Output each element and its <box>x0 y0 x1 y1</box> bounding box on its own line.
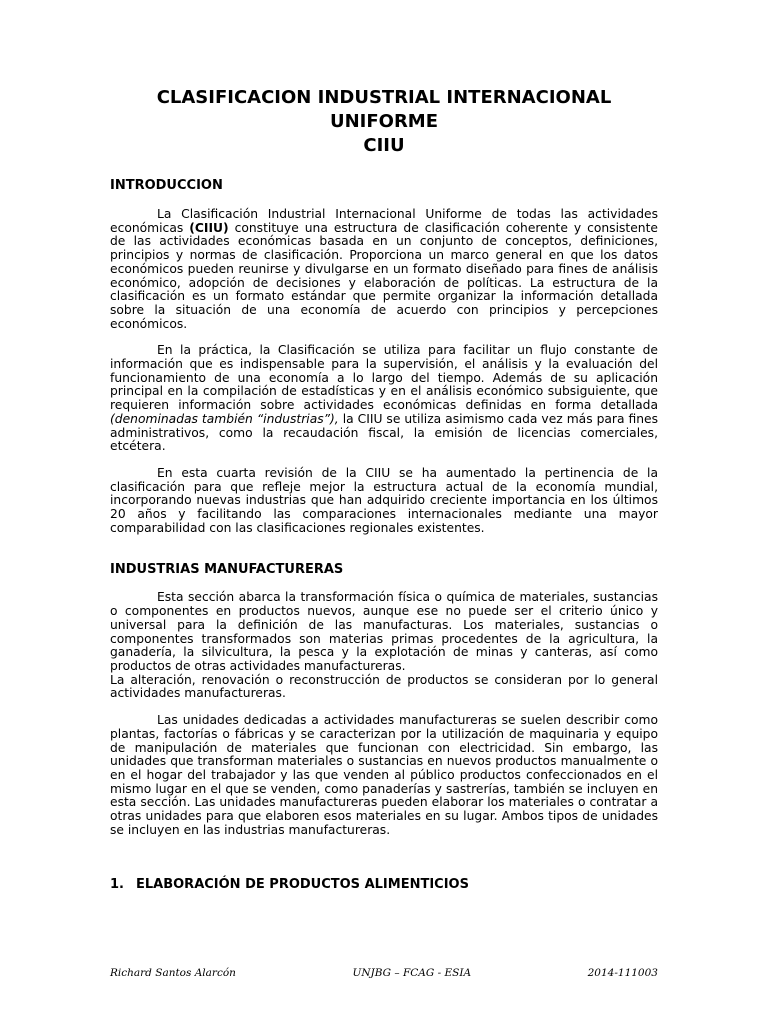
intro-paragraph-2 <box>110 344 658 454</box>
manufacturing-heading: INDUSTRIAS MANUFACTURERAS <box>110 562 344 578</box>
spacer <box>110 454 658 467</box>
footer-institution: UNJBG – FCAG - ESIA <box>352 967 472 979</box>
intro-p2-italic: (denominadas también “industrias”), <box>110 411 339 426</box>
page-footer <box>110 967 658 979</box>
section-1-heading <box>110 877 658 893</box>
title-line-3: CIIU <box>363 135 405 156</box>
intro-p1-text-a: La Clasificación Industrial Internacional Uniforme de todas las actividades económicas <box>110 207 658 235</box>
section-1-number: 1. <box>110 877 124 893</box>
intro-paragraph-1 <box>110 208 658 331</box>
intro-p1-ciiu: (CIIU) <box>189 220 229 235</box>
manufacturing-paragraph-1: Esta sección abarca la transformación física o química de materiales, sustancias o componentes en productos nuevos, aunque ese no puede ser el criterio único y universal para la definición de las manufacturas. Los materiales, sustancias o componentes transformados son materias primas procedentes de la agricultura, la ganadería, la silvicultura, la pesca y la explotación de minas y canteras, así como productos de otras actividades manufactureras. <box>110 590 658 673</box>
document-page <box>110 86 658 893</box>
title-line-1: CLASIFICACION INDUSTRIAL INTERNACIONAL <box>156 87 612 108</box>
document-title <box>110 86 658 158</box>
intro-p2-text-a: En la práctica, la Clasificación se utiliza para facilitar un flujo constante de información que es indispensable para la supervisión, el análisis y la evaluación del funcionamiento de una economía a lo largo del tiempo. Además de su aplicación principal en la compilación de estadísticas y en el análisis económico subsiguiente, que requieren información sobre actividades económicas definidas en forma detallada <box>110 343 658 413</box>
title-line-2: UNIFORME <box>329 111 439 132</box>
intro-p2-text-c: la CIIU se utiliza asimismo cada vez más para fines administrativos, como la recaudación fiscal, la emisión de licencias comerciales, etcétera. <box>110 411 658 454</box>
intro-p1-text-c: constituye una estructura de clasificación coherente y consistente de las actividades económicas basada en un conjunto de conceptos, definiciones, principios y normas de clasificación. Proporciona un marco general en que los datos económicos pueden reunirse y divulgarse en un formato diseñado para fines de análisis económico, adopción de decisiones y elaboración de políticas. La estructura de la clasificación es un formato estándar que permite organizar la información detallada sobre la situación de una economía de acuerdo con principios y percepciones económicos. <box>110 220 658 331</box>
footer-author: Richard Santos Alarcón <box>110 967 236 979</box>
intro-heading: INTRODUCCION <box>110 178 223 193</box>
manufacturing-paragraph-2: La alteración, renovación o reconstrucción de productos se consideran por lo general actividades manufactureras. <box>110 672 658 701</box>
footer-code: 2014-111003 <box>587 967 658 979</box>
intro-paragraph-3: En esta cuarta revisión de la CIIU se ha aumentado la pertinencia de la clasificación para que refleje mejor la estructura actual de la economía mundial, incorporando nuevas industrias que han adquirido creciente importancia en los últimos 20 años y facilitando las comparaciones internacionales mediante una mayor comparabilidad con las clasificaciones regionales existentes. <box>110 465 658 535</box>
manufacturing-paragraph-3: Las unidades dedicadas a actividades manufactureras se suelen describir como plantas, factorías o fábricas y se caracterizan por la utilización de maquinaria y equipo de manipulación de materiales que funcionan con electricidad. Sin embargo, las unidades que transforman materiales o sustancias en nuevos productos manualmente o en el hogar del trabajador y las que venden al público productos confeccionados en el mismo lugar en el que se venden, como panaderías y sastrerías, también se incluyen en esta sección. Las unidades manufactureras pueden elaborar los materiales o contratar a otras unidades para que elaboren esos materiales en su lugar. Ambos tipos de unidades se incluyen en las industrias manufactureras. <box>110 713 658 837</box>
section-1-title: ELABORACIÓN DE PRODUCTOS ALIMENTICIOS <box>136 877 469 893</box>
